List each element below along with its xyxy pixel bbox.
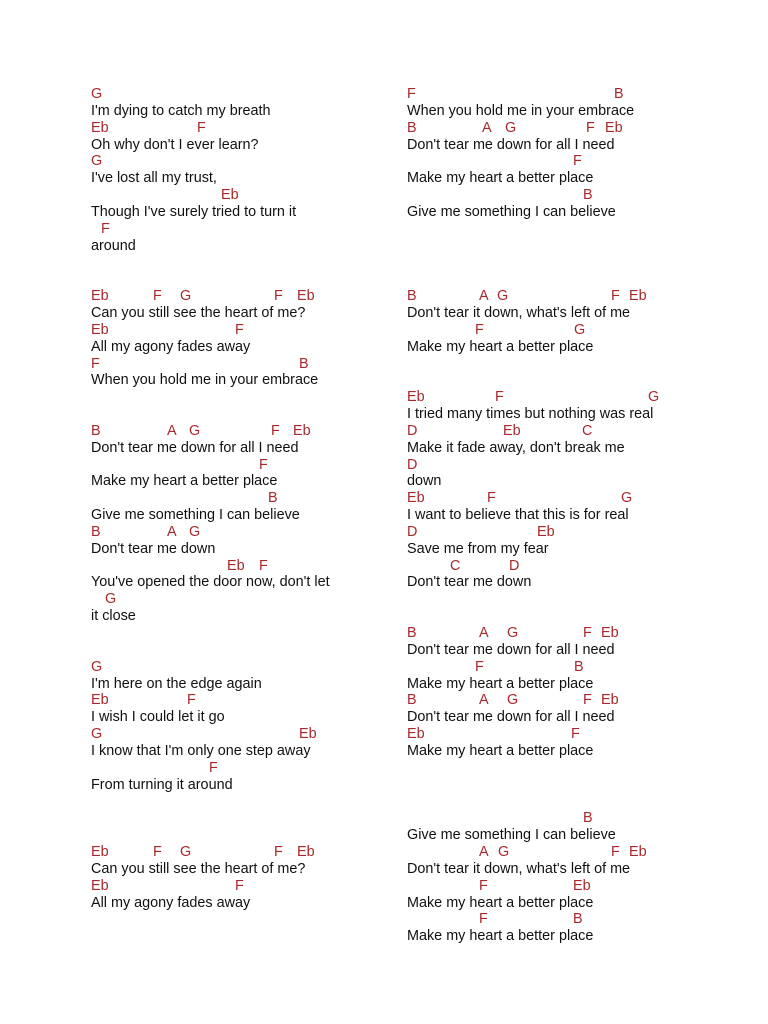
chord-label: G (648, 389, 660, 406)
chord-label: F (475, 321, 484, 338)
chord-line (91, 591, 391, 608)
chord-label: Eb (297, 288, 315, 305)
chord-label: G (621, 490, 633, 507)
chord-line (91, 726, 391, 743)
chord-label: A (482, 119, 492, 136)
chord-label: F (495, 389, 504, 406)
lyric-line: I tried many times but nothing was real (407, 406, 654, 423)
lyric-line: Don't tear me down for all I need (407, 136, 615, 153)
chord-label: Eb (503, 422, 521, 439)
chord-line (91, 322, 391, 339)
lyric-line: Give me something I can believe (407, 827, 616, 844)
chord-line (91, 120, 391, 137)
stanza-gap (91, 827, 391, 844)
chord-label: A (479, 625, 489, 641)
chord-line (407, 153, 707, 170)
chord-label: G (497, 288, 509, 305)
chord-label: G (180, 843, 192, 860)
chord-line (407, 187, 707, 204)
chord-line (91, 153, 391, 170)
chord-label: A (167, 422, 177, 439)
lyric-line: When you hold me in your embrace (407, 102, 635, 119)
chord-label: D (407, 523, 418, 540)
lyric-line: it close (91, 608, 136, 625)
chord-label: G (507, 625, 519, 641)
lyric-line: Make my heart a better place (407, 675, 594, 692)
lyric-line: I want to believe that this is for real (407, 507, 629, 524)
chord-label: B (614, 86, 624, 102)
chord-label: B (407, 119, 417, 136)
stanza-gap (407, 238, 707, 255)
stanza-gap (91, 642, 391, 659)
chord-label: F (573, 153, 582, 170)
chord-line (407, 659, 707, 676)
lyric-line: I'm here on the edge again (91, 675, 262, 692)
chord-label: C (582, 422, 593, 439)
chord-label: G (91, 86, 103, 102)
stanza-gap (91, 625, 391, 642)
chord-label: Eb (407, 490, 425, 507)
chord-label: D (407, 422, 418, 439)
stanza-gap (407, 254, 707, 271)
chord-line (407, 878, 707, 895)
chord-line (91, 760, 391, 777)
lyric-line: Make it fade away, don't break me (407, 439, 625, 456)
lyric-line: down (407, 473, 442, 490)
lyric-line: Make my heart a better place (407, 338, 594, 355)
chord-label: Eb (227, 557, 245, 574)
lyric-line: Make my heart a better place (91, 473, 278, 490)
chord-label: G (91, 153, 103, 170)
chord-label: F (611, 288, 620, 305)
stanza-gap (407, 591, 707, 608)
chord-line (91, 558, 391, 575)
chord-line (407, 322, 707, 339)
left-column (91, 86, 391, 911)
lyric-line: When you hold me in your embrace (91, 372, 319, 389)
stanza-gap (91, 271, 391, 288)
chord-line (91, 659, 391, 676)
chord-label: F (259, 456, 268, 473)
chord-line (91, 86, 391, 103)
chord-label: G (505, 119, 517, 136)
chord-line (407, 524, 707, 541)
chord-label: F (209, 759, 218, 776)
chord-line (407, 490, 707, 507)
chord-line (407, 810, 707, 827)
chord-label: F (235, 321, 244, 338)
lyric-line: Can you still see the heart of me? (91, 860, 306, 877)
chord-label: B (573, 911, 583, 928)
lyric-line: Give me something I can believe (407, 203, 616, 220)
chord-line (407, 726, 707, 743)
chord-line (91, 490, 391, 507)
chord-label: Eb (573, 877, 591, 894)
lyric-line: Don't tear me down (407, 574, 532, 591)
chord-label: F (487, 490, 496, 507)
chord-label: B (583, 810, 593, 827)
chord-label: Eb (91, 321, 109, 338)
chord-label: F (407, 86, 416, 102)
chord-label: B (268, 490, 278, 507)
chord-label: F (475, 658, 484, 675)
lyric-line: I know that I'm only one step away (91, 742, 311, 759)
chord-line (407, 911, 707, 928)
chord-label: A (167, 523, 177, 540)
chord-line (407, 120, 707, 137)
stanza-gap (407, 793, 707, 810)
chord-label: F (583, 692, 592, 709)
chord-line (91, 423, 391, 440)
chord-label: F (91, 355, 100, 372)
chord-line (91, 457, 391, 474)
chord-line (407, 457, 707, 474)
chord-line (407, 625, 707, 642)
lyric-line: Don't tear me down for all I need (91, 439, 299, 456)
chord-line (407, 558, 707, 575)
lyric-line: I'm dying to catch my breath (91, 102, 271, 119)
chord-label: A (479, 288, 489, 305)
chord-label: Eb (407, 726, 425, 743)
stanza-gap (407, 777, 707, 794)
chord-line (407, 288, 707, 305)
stanza-gap (91, 793, 391, 810)
chord-label: G (498, 843, 510, 860)
chord-label: B (574, 658, 584, 675)
stanza-gap (407, 271, 707, 288)
lyric-line: Though I've surely tried to turn it (91, 203, 297, 220)
chord-label: A (479, 692, 489, 709)
chord-label: F (235, 877, 244, 894)
chord-label: F (479, 877, 488, 894)
chord-line (91, 356, 391, 373)
chord-line (91, 187, 391, 204)
chord-label: D (509, 557, 520, 574)
chord-label: Eb (629, 288, 647, 305)
lyric-line: All my agony fades away (91, 894, 251, 911)
chord-label: F (274, 843, 283, 860)
chord-line (91, 288, 391, 305)
chord-line (407, 86, 707, 103)
lyric-line: From turning it around (91, 776, 233, 793)
chord-line (407, 844, 707, 861)
chord-label: Eb (297, 843, 315, 860)
lyric-line: Make my heart a better place (407, 742, 594, 759)
chord-label: Eb (407, 389, 425, 406)
chord-label: Eb (601, 692, 619, 709)
chord-label: Eb (91, 119, 109, 136)
chord-line (91, 692, 391, 709)
lyric-line: Don't tear it down, what's left of me (407, 304, 631, 321)
chord-label: Eb (91, 877, 109, 894)
lyric-line: Give me something I can believe (91, 507, 300, 524)
chord-label: F (611, 843, 620, 860)
chord-label: F (586, 119, 595, 136)
lyric-line: Don't tear me down for all I need (407, 641, 615, 658)
lyric-line: Make my heart a better place (407, 928, 594, 945)
chord-label: F (571, 726, 580, 743)
lyric-line: Don't tear me down for all I need (407, 709, 615, 726)
chord-label: Eb (537, 523, 555, 540)
chord-label: G (189, 523, 201, 540)
chord-label: Eb (299, 726, 317, 743)
chord-label: Eb (629, 843, 647, 860)
stanza-gap (407, 760, 707, 777)
lyric-line: All my agony fades away (91, 338, 251, 355)
chord-label: F (153, 288, 162, 305)
chord-label: B (91, 422, 101, 439)
chord-label: G (105, 591, 117, 608)
chord-label: Eb (605, 119, 623, 136)
chord-label: Eb (91, 843, 109, 860)
chord-label: G (189, 422, 201, 439)
chord-label: B (407, 288, 417, 305)
chord-label: G (180, 288, 192, 305)
chord-label: Eb (91, 288, 109, 305)
stanza-gap (407, 372, 707, 389)
lyric-line: Don't tear me down (91, 540, 216, 557)
lyric-line: Oh why don't I ever learn? (91, 136, 259, 153)
chord-label: G (507, 692, 519, 709)
chord-line (91, 844, 391, 861)
lyric-line: Can you still see the heart of me? (91, 304, 306, 321)
chord-label: B (299, 355, 309, 372)
chord-label: D (407, 456, 418, 473)
stanza-gap (91, 389, 391, 406)
chord-label: G (574, 321, 586, 338)
lyric-line: Don't tear it down, what's left of me (407, 860, 631, 877)
chord-line (407, 692, 707, 709)
chord-label: B (91, 523, 101, 540)
chord-label: F (153, 843, 162, 860)
chord-label: B (407, 625, 417, 641)
chord-label: Eb (91, 692, 109, 709)
chord-label: F (271, 422, 280, 439)
chord-label: G (91, 726, 103, 743)
chord-label: F (274, 288, 283, 305)
stanza-gap (407, 356, 707, 373)
chord-label: F (479, 911, 488, 928)
stanza-gap (91, 406, 391, 423)
stanza-gap (407, 221, 707, 238)
chord-label: G (91, 658, 103, 675)
chord-label: F (101, 220, 110, 237)
chord-label: F (187, 692, 196, 709)
chord-label: F (197, 119, 206, 136)
lyric-line: around (91, 237, 136, 254)
chord-label: Eb (293, 422, 311, 439)
lyric-line: Save me from my fear (407, 540, 549, 557)
chord-label: Eb (221, 187, 239, 204)
lyric-line: Make my heart a better place (407, 894, 594, 911)
chord-label: B (407, 692, 417, 709)
lyric-line: Make my heart a better place (407, 170, 594, 187)
lyric-line: I wish I could let it go (91, 709, 225, 726)
chord-line (407, 423, 707, 440)
chord-line (91, 878, 391, 895)
lyric-line: You've opened the door now, don't let (91, 574, 330, 591)
chord-label: B (583, 187, 593, 204)
chord-label: C (450, 557, 461, 574)
chord-label: F (259, 557, 268, 574)
stanza-gap (91, 254, 391, 271)
chord-label: Eb (601, 625, 619, 641)
chord-line (407, 389, 707, 406)
chord-line (91, 221, 391, 238)
stanza-gap (407, 608, 707, 625)
lyric-line: I've lost all my trust, (91, 170, 217, 187)
right-column (407, 86, 707, 945)
chord-line (91, 524, 391, 541)
chord-label: F (583, 625, 592, 641)
chord-label: A (479, 843, 489, 860)
stanza-gap (91, 810, 391, 827)
